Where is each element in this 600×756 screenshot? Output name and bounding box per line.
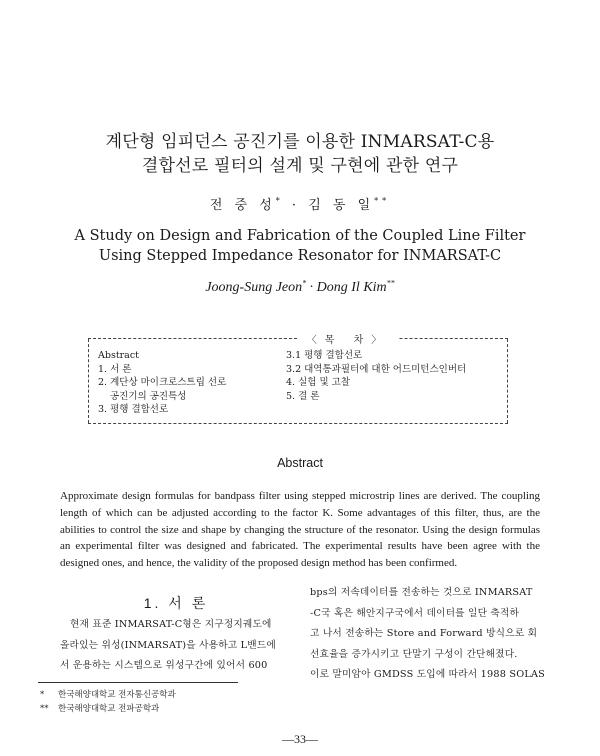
abstract-heading: Abstract	[277, 456, 323, 470]
page-number: —33—	[282, 732, 318, 746]
toc-right-column	[286, 349, 466, 403]
text-line: 고 나서 전송하는 Store and Forward 방식으로 회	[310, 628, 538, 639]
text-line: bps의 저속데이터를 전송하는 것으로 INMARSAT	[310, 587, 533, 598]
toc-item: 3.2 대역통과필터에 대한 어드미턴스인버터	[286, 363, 467, 375]
text-line: 올라있는 위성(INMARSAT)을 사용하고 L밴드에	[60, 639, 276, 651]
korean-author-1-mark: *	[275, 196, 284, 206]
toc-item: 공진기의 공진특성	[110, 390, 187, 402]
korean-author-2: 김 동 일	[308, 198, 375, 213]
toc-heading: 〈목 차〉	[298, 331, 398, 346]
footnote-text: 한국해양대학교 전자통신공학과	[58, 690, 176, 700]
text-line: 선효율을 증가시키고 단말기 구성이 간단해졌다.	[310, 648, 518, 660]
footnote-item	[40, 688, 176, 702]
text-line: 현재 표준 INMARSAT-C형은 지구정지궤도에	[70, 619, 272, 630]
text-line: -C국 혹은 해안지구국에서 데이터를 일단 축적하	[310, 607, 520, 619]
toc-item: 1. 서 론	[98, 363, 132, 375]
footnote-text: 한국해양대학교 전파공학과	[58, 704, 160, 714]
left-column-text	[60, 615, 276, 677]
toc-item: Abstract	[98, 350, 139, 361]
english-author-2-mark: **	[386, 278, 395, 288]
footnotes	[40, 688, 176, 716]
toc-item: 4. 실험 및 고찰	[286, 377, 351, 388]
toc-item: 3. 평행 결합선로	[98, 404, 169, 415]
text-line: 이로 말미암아 GMDSS 도입에 따라서 1988 SOLAS	[310, 669, 545, 680]
toc-item: 5. 결 론	[286, 390, 320, 402]
footnote-mark: *	[40, 690, 45, 700]
footnote-item	[40, 702, 176, 716]
english-author-1-mark: *	[302, 278, 307, 288]
korean-title-line-1: 계단형 임피던스 공진기를 이용한 INMARSAT-C용	[105, 132, 495, 152]
korean-title	[0, 130, 600, 178]
korean-authors	[0, 194, 600, 213]
korean-title-line-2: 결합선로 필터의 설계 및 구현에 관한 연구	[141, 156, 459, 176]
toc-item: 3.1 평행 결합선로	[286, 350, 363, 361]
section-heading: 1. 서 론	[143, 595, 209, 611]
english-author-2: Dong Il Kim	[316, 280, 387, 295]
text-line: 서 운용하는 시스템으로 위성구간에 있어서 600	[60, 660, 268, 671]
toc-item: 2. 계단상 마이크로스트립 선로	[98, 377, 227, 388]
english-authors	[0, 280, 600, 296]
english-author-1: Joong-Sung Jeon	[205, 280, 303, 295]
english-title	[0, 226, 600, 266]
abstract-body: Approximate design formulas for bandpass filter using stepped microstrip lines are derived. The coupling length of which can be adjusted according to the factor K. Some advantages of this filter, thus, are the abilities to control the size and shape by changing the structure of the resonator. Using the design formulas an experimental filter was designed and fabricated. The experimental results have been agree with the designed ones, and hence, the validity of the proposed design method has been confirmed.	[60, 490, 540, 570]
footnote-rule	[38, 682, 238, 683]
korean-author-separator: ·	[291, 198, 301, 213]
right-column-text	[310, 583, 545, 686]
korean-author-2-mark: **	[374, 196, 391, 206]
table-of-contents	[88, 335, 508, 424]
english-title-line-1: A Study on Design and Fabrication of the Coupled Line Filter	[74, 228, 526, 244]
footnote-mark: **	[40, 704, 49, 714]
english-title-line-2: Using Stepped Impedance Resonator for INMARSAT-C	[98, 248, 502, 264]
korean-author-1: 전 중 성	[209, 198, 276, 213]
toc-left-column	[98, 349, 226, 417]
english-author-separator: ·	[309, 280, 314, 295]
